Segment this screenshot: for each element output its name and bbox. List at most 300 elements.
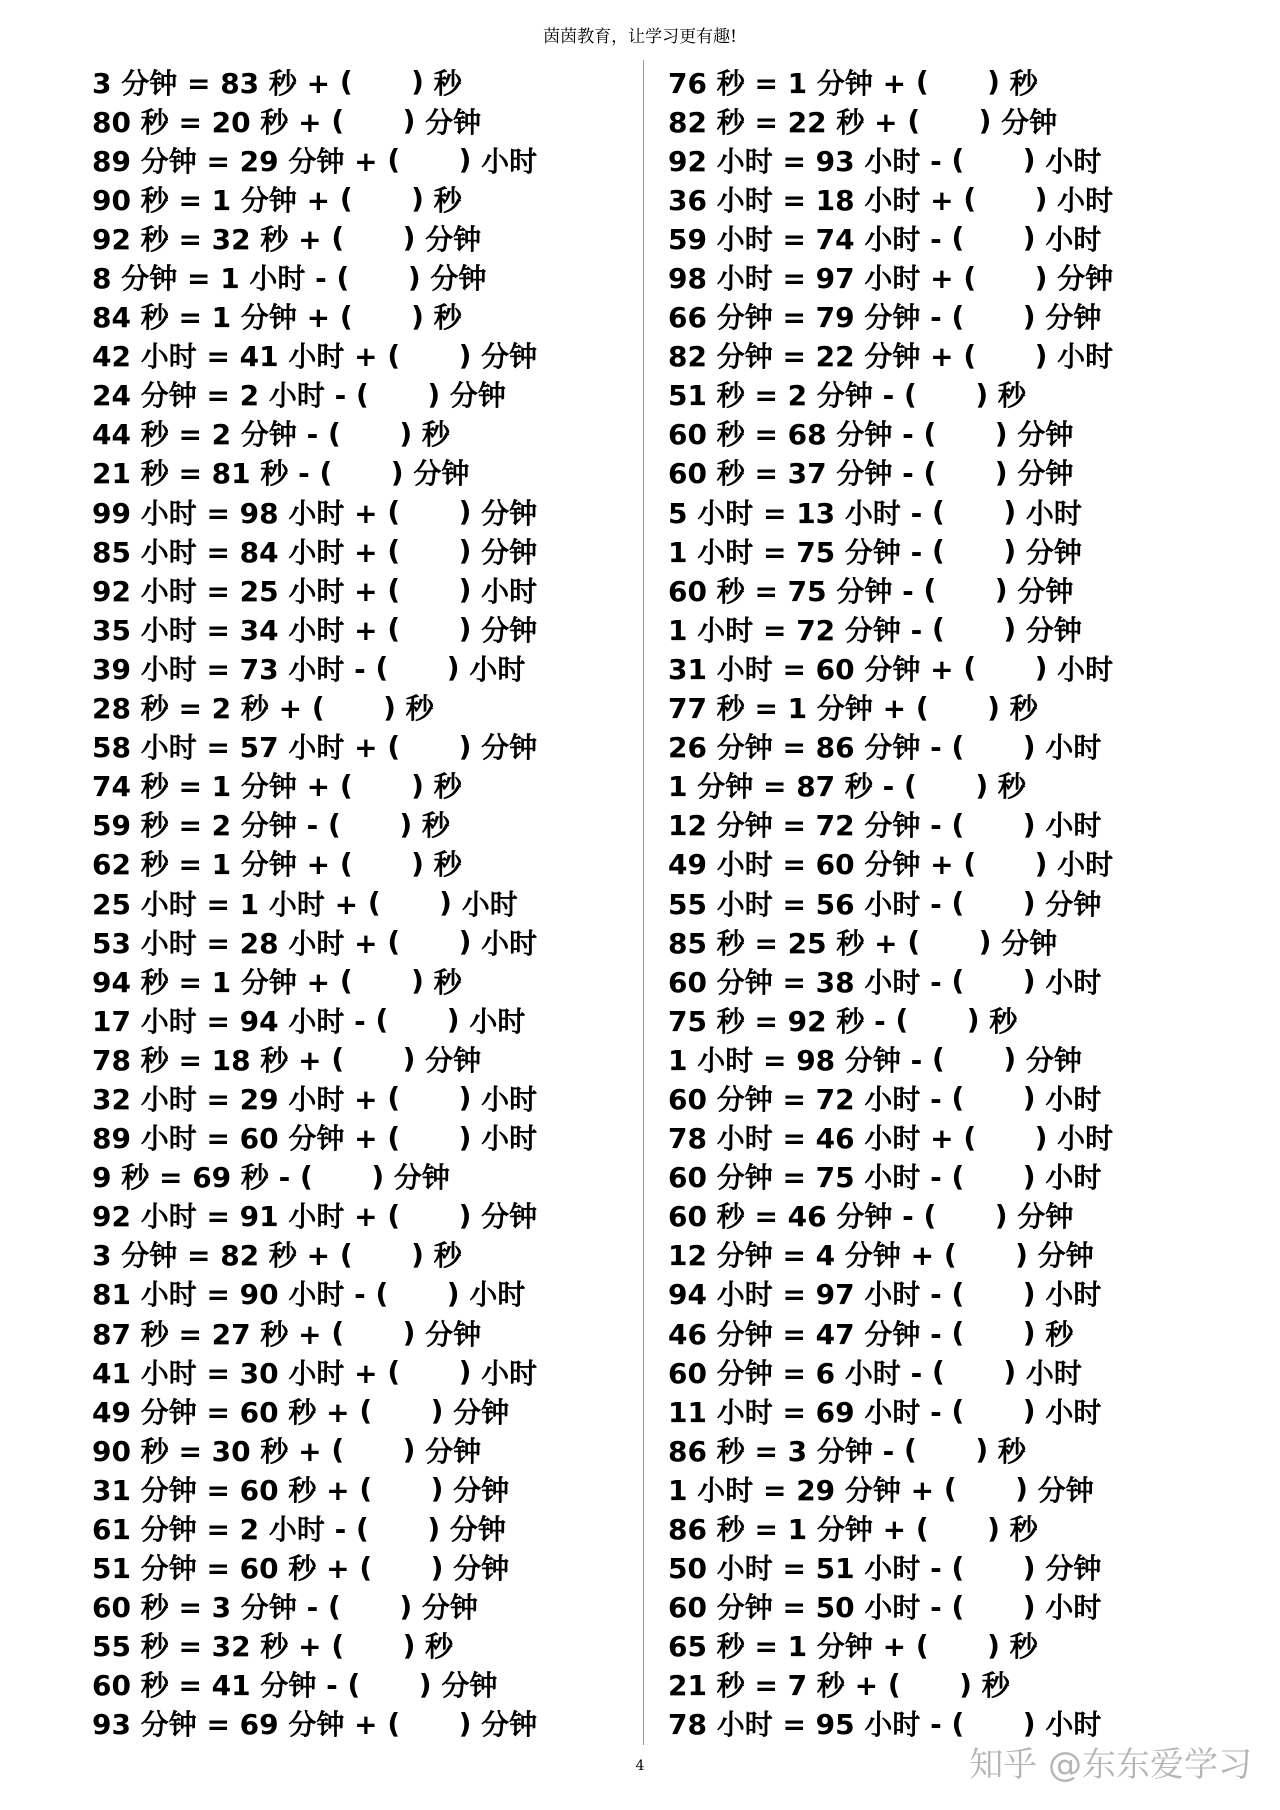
problem-unit: 秒 <box>989 1004 1018 1038</box>
problem-unit: 分钟 <box>449 379 506 413</box>
problem-row <box>92 1391 632 1430</box>
problem-expression: 44 秒 = 2 分钟 - <box>92 418 319 452</box>
problem-unit: 分钟 <box>453 1395 510 1429</box>
problem-expression: 5 小时 = 13 小时 - <box>668 496 923 530</box>
problem-unit: 小时 <box>469 1004 526 1038</box>
problem-row <box>92 101 632 140</box>
answer-blank[interactable]: ( ) <box>922 1042 1026 1076</box>
problem-row <box>92 1626 632 1665</box>
problem-unit: 分钟 <box>449 1513 506 1547</box>
answer-blank[interactable]: ( ) <box>941 1394 1046 1428</box>
problem-expression: 11 小时 = 69 小时 - <box>668 1395 942 1429</box>
answer-blank[interactable]: ( ) <box>330 846 434 880</box>
problem-unit: 分钟 <box>453 1552 510 1586</box>
problem-expression: 90 秒 = 30 秒 + <box>92 1434 322 1468</box>
problem-unit: 分钟 <box>481 1200 538 1234</box>
problem-expression: 59 小时 = 74 小时 - <box>668 222 942 256</box>
answer-blank[interactable]: ( ) <box>358 886 462 920</box>
problem-row <box>668 688 1268 727</box>
problem-unit: 秒 <box>433 183 462 217</box>
problem-row <box>668 961 1268 1000</box>
problem-expression: 78 小时 = 95 小时 - <box>668 1708 942 1742</box>
problem-row <box>668 1548 1268 1587</box>
problem-row <box>92 453 632 492</box>
answer-blank[interactable]: ( ) <box>337 1667 442 1701</box>
problem-row <box>668 1039 1268 1078</box>
problem-unit: 分钟 <box>441 1669 498 1703</box>
problem-unit: 分钟 <box>1001 105 1058 139</box>
answer-blank[interactable]: ( ) <box>330 1237 434 1271</box>
problem-expression: 49 分钟 = 60 秒 + <box>92 1395 350 1429</box>
answer-blank[interactable]: ( ) <box>321 221 426 255</box>
problem-unit: 分钟 <box>430 262 487 296</box>
problem-row <box>92 492 632 531</box>
problem-expression: 65 秒 = 1 分钟 + <box>668 1630 907 1664</box>
answer-blank[interactable]: ( ) <box>941 1589 1046 1623</box>
problem-row <box>668 101 1268 140</box>
problem-unit: 分钟 <box>425 105 482 139</box>
problem-expression: 85 秒 = 25 秒 + <box>668 926 898 960</box>
problem-expression: 81 小时 = 90 小时 - <box>92 1278 366 1312</box>
answer-blank[interactable]: ( ) <box>941 1276 1046 1310</box>
answer-blank[interactable]: ( ) <box>906 65 1010 99</box>
problem-row <box>668 1665 1268 1704</box>
problem-row <box>668 414 1268 453</box>
answer-blank[interactable]: ( ) <box>377 925 482 959</box>
problem-expression: 93 分钟 = 69 分钟 + <box>92 1708 378 1742</box>
answer-blank[interactable]: ( ) <box>318 807 422 841</box>
problem-expression: 82 分钟 = 22 分钟 + <box>668 340 954 374</box>
problem-expression: 92 小时 = 25 小时 + <box>92 574 378 608</box>
answer-blank[interactable]: ( ) <box>365 1276 470 1310</box>
problem-unit: 秒 <box>425 1630 454 1664</box>
answer-blank[interactable]: ( ) <box>330 299 434 333</box>
left-column <box>92 62 632 1743</box>
answer-blank[interactable]: ( ) <box>913 1198 1018 1232</box>
problem-unit: 小时 <box>1045 1082 1102 1116</box>
problem-row <box>92 336 632 375</box>
problem-expression: 60 分钟 = 75 小时 - <box>668 1161 942 1195</box>
answer-blank[interactable]: ( ) <box>377 612 482 646</box>
problem-row <box>92 766 632 805</box>
watermark: 知乎 @东东爱学习 <box>969 1745 1252 1785</box>
problem-expression: 26 分钟 = 86 分钟 - <box>668 731 942 765</box>
problem-unit: 秒 <box>433 1239 462 1273</box>
answer-blank[interactable]: ( ) <box>941 886 1046 920</box>
answer-blank[interactable]: ( ) <box>377 1198 482 1232</box>
problem-row <box>668 62 1268 101</box>
problem-unit: 分钟 <box>425 1043 482 1077</box>
problem-row <box>668 492 1268 531</box>
problem-unit: 分钟 <box>1017 574 1074 608</box>
problem-row <box>668 805 1268 844</box>
problem-row <box>92 1508 632 1547</box>
problem-expression: 9 秒 = 69 秒 - <box>92 1161 291 1195</box>
problem-unit: 小时 <box>469 1278 526 1312</box>
problem-row <box>92 1000 632 1039</box>
problem-expression: 17 小时 = 94 小时 - <box>92 1004 366 1038</box>
answer-blank[interactable]: ( ) <box>318 1589 422 1623</box>
problem-unit: 小时 <box>461 887 518 921</box>
problem-row <box>92 179 632 218</box>
problem-expression: 42 小时 = 41 小时 + <box>92 340 378 374</box>
problem-row <box>92 688 632 727</box>
problem-row <box>668 1235 1268 1274</box>
problem-row <box>668 1313 1268 1352</box>
answer-blank[interactable]: ( ) <box>906 1628 1010 1662</box>
problem-row <box>92 727 632 766</box>
answer-blank[interactable]: ( ) <box>365 1003 470 1037</box>
problem-unit: 小时 <box>1045 1161 1102 1195</box>
problem-unit: 小时 <box>1045 144 1102 178</box>
problem-row <box>92 609 632 648</box>
answer-blank[interactable]: ( ) <box>913 416 1018 450</box>
answer-blank[interactable]: ( ) <box>941 964 1046 998</box>
problem-expression: 78 小时 = 46 小时 + <box>668 1122 954 1156</box>
problem-row <box>668 1118 1268 1157</box>
problem-row <box>668 570 1268 609</box>
answer-blank[interactable]: ( ) <box>349 1394 454 1428</box>
answer-blank[interactable]: ( ) <box>941 729 1046 763</box>
problem-row <box>668 727 1268 766</box>
problem-expression: 21 秒 = 7 秒 + <box>668 1669 879 1703</box>
problem-expression: 8 分钟 = 1 小时 - <box>92 262 327 296</box>
answer-blank[interactable]: ( ) <box>913 455 1018 489</box>
problem-unit: 秒 <box>1009 66 1038 100</box>
answer-blank[interactable]: ( ) <box>377 729 482 763</box>
problem-row <box>92 1469 632 1508</box>
problem-row <box>92 1078 632 1117</box>
problem-row <box>668 844 1268 883</box>
problem-row <box>92 414 632 453</box>
problem-unit: 秒 <box>997 379 1026 413</box>
problem-expression: 60 秒 = 46 分钟 - <box>668 1200 914 1234</box>
problem-expression: 21 秒 = 81 秒 - <box>92 457 310 491</box>
column-divider <box>643 60 644 1745</box>
problem-row <box>92 62 632 101</box>
problem-expression: 1 小时 = 29 分钟 + <box>668 1473 935 1507</box>
problem-expression: 87 秒 = 27 秒 + <box>92 1317 322 1351</box>
problem-unit: 小时 <box>1025 496 1082 530</box>
problem-row <box>668 1469 1268 1508</box>
answer-blank[interactable]: ( ) <box>318 416 422 450</box>
problem-row <box>92 648 632 687</box>
problem-expression: 36 小时 = 18 小时 + <box>668 183 954 217</box>
problem-row <box>92 922 632 961</box>
problem-expression: 31 分钟 = 60 秒 + <box>92 1473 350 1507</box>
problem-row <box>668 257 1268 296</box>
problem-row <box>92 570 632 609</box>
problem-row <box>92 531 632 570</box>
problem-row <box>668 648 1268 687</box>
answer-blank[interactable]: ( ) <box>330 182 434 216</box>
problem-row <box>92 844 632 883</box>
answer-blank[interactable]: ( ) <box>953 182 1058 216</box>
problem-row <box>92 1157 632 1196</box>
problem-row <box>668 218 1268 257</box>
problem-unit: 分钟 <box>453 1473 510 1507</box>
problem-unit: 分钟 <box>1017 418 1074 452</box>
problem-unit: 秒 <box>405 692 434 726</box>
problem-unit: 分钟 <box>1025 1043 1082 1077</box>
answer-blank[interactable]: ( ) <box>377 1355 482 1389</box>
answer-blank[interactable]: ( ) <box>321 1316 426 1350</box>
problem-row <box>668 1352 1268 1391</box>
problem-expression: 3 分钟 = 83 秒 + <box>92 66 331 100</box>
problem-unit: 秒 <box>1045 1317 1074 1351</box>
problem-row <box>92 1430 632 1469</box>
problem-row <box>92 375 632 414</box>
problem-expression: 51 分钟 = 60 秒 + <box>92 1552 350 1586</box>
problem-unit: 分钟 <box>425 1317 482 1351</box>
answer-blank[interactable]: ( ) <box>953 651 1058 685</box>
answer-blank[interactable]: ( ) <box>941 221 1046 255</box>
problem-expression: 39 小时 = 73 小时 - <box>92 652 366 686</box>
problem-expression: 78 秒 = 18 秒 + <box>92 1043 322 1077</box>
answer-blank[interactable]: ( ) <box>941 1316 1046 1350</box>
answer-blank[interactable]: ( ) <box>897 925 1002 959</box>
problem-unit: 小时 <box>481 144 538 178</box>
problem-unit: 小时 <box>1057 340 1114 374</box>
problem-unit: 小时 <box>469 652 526 686</box>
answer-blank[interactable]: ( ) <box>330 65 434 99</box>
answer-blank[interactable]: ( ) <box>934 1237 1038 1271</box>
problem-expression: 28 秒 = 2 秒 + <box>92 692 303 726</box>
answer-blank[interactable]: ( ) <box>897 104 1002 138</box>
problem-expression: 92 秒 = 32 秒 + <box>92 222 322 256</box>
answer-blank[interactable]: ( ) <box>346 1511 450 1545</box>
problem-row <box>92 1548 632 1587</box>
problem-unit: 小时 <box>1045 809 1102 843</box>
problem-row <box>668 1078 1268 1117</box>
problem-unit: 小时 <box>1057 183 1114 217</box>
problem-expression: 62 秒 = 1 分钟 + <box>92 848 331 882</box>
problem-unit: 分钟 <box>481 340 538 374</box>
problem-unit: 秒 <box>433 848 462 882</box>
problem-row <box>92 1039 632 1078</box>
problem-unit: 分钟 <box>413 457 470 491</box>
problem-row <box>92 805 632 844</box>
problem-expression: 24 分钟 = 2 小时 - <box>92 379 347 413</box>
problem-expression: 53 小时 = 28 小时 + <box>92 926 378 960</box>
answer-blank[interactable]: ( ) <box>906 690 1010 724</box>
problem-unit: 秒 <box>421 418 450 452</box>
problem-unit: 分钟 <box>1045 1552 1102 1586</box>
problem-unit: 小时 <box>481 1356 538 1390</box>
problem-row <box>668 1430 1268 1469</box>
answer-blank[interactable]: ( ) <box>321 104 426 138</box>
problem-row <box>92 1196 632 1235</box>
problem-expression: 1 小时 = 72 分钟 - <box>668 613 923 647</box>
problem-expression: 55 秒 = 32 秒 + <box>92 1630 322 1664</box>
problem-expression: 55 小时 = 56 小时 - <box>668 887 942 921</box>
answer-blank[interactable]: ( ) <box>330 768 434 802</box>
problem-expression: 82 秒 = 22 秒 + <box>668 105 898 139</box>
problem-unit: 小时 <box>1045 1591 1102 1625</box>
problem-row <box>92 1235 632 1274</box>
answer-blank[interactable]: ( ) <box>894 768 998 802</box>
answer-blank[interactable]: ( ) <box>922 1355 1026 1389</box>
problem-unit: 分钟 <box>1057 262 1114 296</box>
answer-blank[interactable]: ( ) <box>309 455 414 489</box>
problem-expression: 85 小时 = 84 小时 + <box>92 535 378 569</box>
problem-row <box>92 883 632 922</box>
answer-blank[interactable]: ( ) <box>377 1706 482 1740</box>
problem-unit: 秒 <box>997 770 1026 804</box>
answer-blank[interactable]: ( ) <box>377 495 482 529</box>
problem-expression: 86 秒 = 3 分钟 - <box>668 1434 895 1468</box>
problem-unit: 小时 <box>1057 652 1114 686</box>
answer-blank[interactable]: ( ) <box>326 260 431 294</box>
problem-unit: 小时 <box>1057 1122 1114 1156</box>
answer-blank[interactable]: ( ) <box>894 377 998 411</box>
problem-unit: 秒 <box>433 66 462 100</box>
answer-blank[interactable]: ( ) <box>913 573 1018 607</box>
answer-blank[interactable]: ( ) <box>377 338 482 372</box>
answer-blank[interactable]: ( ) <box>894 1433 998 1467</box>
answer-blank[interactable]: ( ) <box>330 964 434 998</box>
problem-row <box>92 1313 632 1352</box>
problem-unit: 分钟 <box>1045 301 1102 335</box>
answer-blank[interactable]: ( ) <box>377 1120 482 1154</box>
problem-row <box>92 218 632 257</box>
problem-expression: 80 秒 = 20 秒 + <box>92 105 322 139</box>
problem-unit: 分钟 <box>393 1161 450 1195</box>
problem-unit: 秒 <box>1009 1630 1038 1664</box>
problem-expression: 66 分钟 = 79 分钟 - <box>668 301 942 335</box>
problem-expression: 58 小时 = 57 小时 + <box>92 731 378 765</box>
answer-blank[interactable]: ( ) <box>922 495 1026 529</box>
problem-expression: 89 小时 = 60 分钟 + <box>92 1122 378 1156</box>
problem-row <box>92 1352 632 1391</box>
problem-row <box>668 1274 1268 1313</box>
answer-blank[interactable]: ( ) <box>377 534 482 568</box>
problem-expression: 59 秒 = 2 分钟 - <box>92 809 319 843</box>
problem-unit: 分钟 <box>1037 1239 1094 1273</box>
problem-expression: 98 小时 = 97 小时 + <box>668 262 954 296</box>
answer-blank[interactable]: ( ) <box>941 1081 1046 1115</box>
answer-blank[interactable]: ( ) <box>878 1667 982 1701</box>
problem-expression: 60 秒 = 3 分钟 - <box>92 1591 319 1625</box>
problem-expression: 1 分钟 = 87 秒 - <box>668 770 895 804</box>
answer-blank[interactable]: ( ) <box>349 1550 454 1584</box>
problem-unit: 分钟 <box>481 731 538 765</box>
problem-row <box>668 766 1268 805</box>
answer-blank[interactable]: ( ) <box>941 143 1046 177</box>
answer-blank[interactable]: ( ) <box>377 1081 482 1115</box>
answer-blank[interactable]: ( ) <box>953 1120 1058 1154</box>
problem-unit: 小时 <box>1045 1278 1102 1312</box>
right-column <box>668 62 1268 1743</box>
problem-row <box>668 1000 1268 1039</box>
problem-row <box>92 257 632 296</box>
problem-unit: 小时 <box>481 926 538 960</box>
problem-unit: 小时 <box>481 574 538 608</box>
answer-blank[interactable]: ( ) <box>321 1042 426 1076</box>
answer-blank[interactable]: ( ) <box>941 1550 1046 1584</box>
answer-blank[interactable]: ( ) <box>290 1159 394 1193</box>
problem-expression: 12 分钟 = 4 分钟 + <box>668 1239 935 1273</box>
answer-blank[interactable]: ( ) <box>377 573 482 607</box>
answer-blank[interactable]: ( ) <box>941 1706 1046 1740</box>
problem-expression: 76 秒 = 1 分钟 + <box>668 66 907 100</box>
problem-unit: 秒 <box>421 809 450 843</box>
problem-row <box>92 961 632 1000</box>
answer-blank[interactable]: ( ) <box>377 143 482 177</box>
problem-expression: 94 秒 = 1 分钟 + <box>92 965 331 999</box>
problem-row <box>92 297 632 336</box>
problem-expression: 49 小时 = 60 分钟 + <box>668 848 954 882</box>
problem-expression: 60 分钟 = 72 小时 - <box>668 1082 942 1116</box>
problem-row <box>92 1274 632 1313</box>
problem-unit: 小时 <box>1045 731 1102 765</box>
problem-expression: 90 秒 = 1 分钟 + <box>92 183 331 217</box>
problem-unit: 小时 <box>1045 965 1102 999</box>
problem-expression: 51 秒 = 2 分钟 - <box>668 379 895 413</box>
problem-row <box>668 297 1268 336</box>
answer-blank[interactable]: ( ) <box>922 534 1026 568</box>
problem-expression: 3 分钟 = 82 秒 + <box>92 1239 331 1273</box>
problem-expression: 99 小时 = 98 小时 + <box>92 496 378 530</box>
answer-blank[interactable]: ( ) <box>349 1472 454 1506</box>
problem-unit: 秒 <box>1009 692 1038 726</box>
problem-expression: 84 秒 = 1 分钟 + <box>92 301 331 335</box>
problem-row <box>668 1196 1268 1235</box>
answer-blank[interactable]: ( ) <box>346 377 450 411</box>
problem-row <box>668 1626 1268 1665</box>
page-number: 4 <box>635 1758 645 1774</box>
problem-expression: 25 小时 = 1 小时 + <box>92 887 359 921</box>
answer-blank[interactable]: ( ) <box>941 1159 1046 1193</box>
problem-unit: 分钟 <box>1045 887 1102 921</box>
problem-expression: 60 分钟 = 38 小时 - <box>668 965 942 999</box>
answer-blank[interactable]: ( ) <box>953 846 1058 880</box>
problem-row <box>668 883 1268 922</box>
answer-blank[interactable]: ( ) <box>953 338 1058 372</box>
problem-expression: 92 小时 = 93 小时 - <box>668 144 942 178</box>
problem-unit: 小时 <box>481 1122 538 1156</box>
problem-row <box>92 140 632 179</box>
answer-blank[interactable]: ( ) <box>365 651 470 685</box>
problem-row <box>668 336 1268 375</box>
problem-unit: 分钟 <box>1037 1473 1094 1507</box>
answer-blank[interactable]: ( ) <box>941 299 1046 333</box>
problem-unit: 小时 <box>1045 222 1102 256</box>
answer-blank[interactable]: ( ) <box>321 1628 426 1662</box>
answer-blank[interactable]: ( ) <box>302 690 406 724</box>
problem-expression: 75 秒 = 92 秒 - <box>668 1004 886 1038</box>
problem-expression: 77 秒 = 1 分钟 + <box>668 692 907 726</box>
problem-unit: 分钟 <box>421 1591 478 1625</box>
problem-expression: 92 小时 = 91 小时 + <box>92 1200 378 1234</box>
answer-blank[interactable]: ( ) <box>934 1472 1038 1506</box>
problem-expression: 94 小时 = 97 小时 - <box>668 1278 942 1312</box>
answer-blank[interactable]: ( ) <box>906 1511 1010 1545</box>
problem-row <box>92 1665 632 1704</box>
problem-expression: 1 小时 = 75 分钟 - <box>668 535 923 569</box>
answer-blank[interactable]: ( ) <box>922 612 1026 646</box>
answer-blank[interactable]: ( ) <box>885 1003 990 1037</box>
problem-row <box>92 1118 632 1157</box>
answer-blank[interactable]: ( ) <box>953 260 1058 294</box>
page-header: 茵茵教育，让学习更有趣! <box>543 27 737 47</box>
answer-blank[interactable]: ( ) <box>321 1433 426 1467</box>
problem-expression: 1 小时 = 98 分钟 - <box>668 1043 923 1077</box>
problem-expression: 60 秒 = 37 分钟 - <box>668 457 914 491</box>
answer-blank[interactable]: ( ) <box>941 807 1046 841</box>
problem-row <box>668 531 1268 570</box>
problem-unit: 分钟 <box>1017 457 1074 491</box>
